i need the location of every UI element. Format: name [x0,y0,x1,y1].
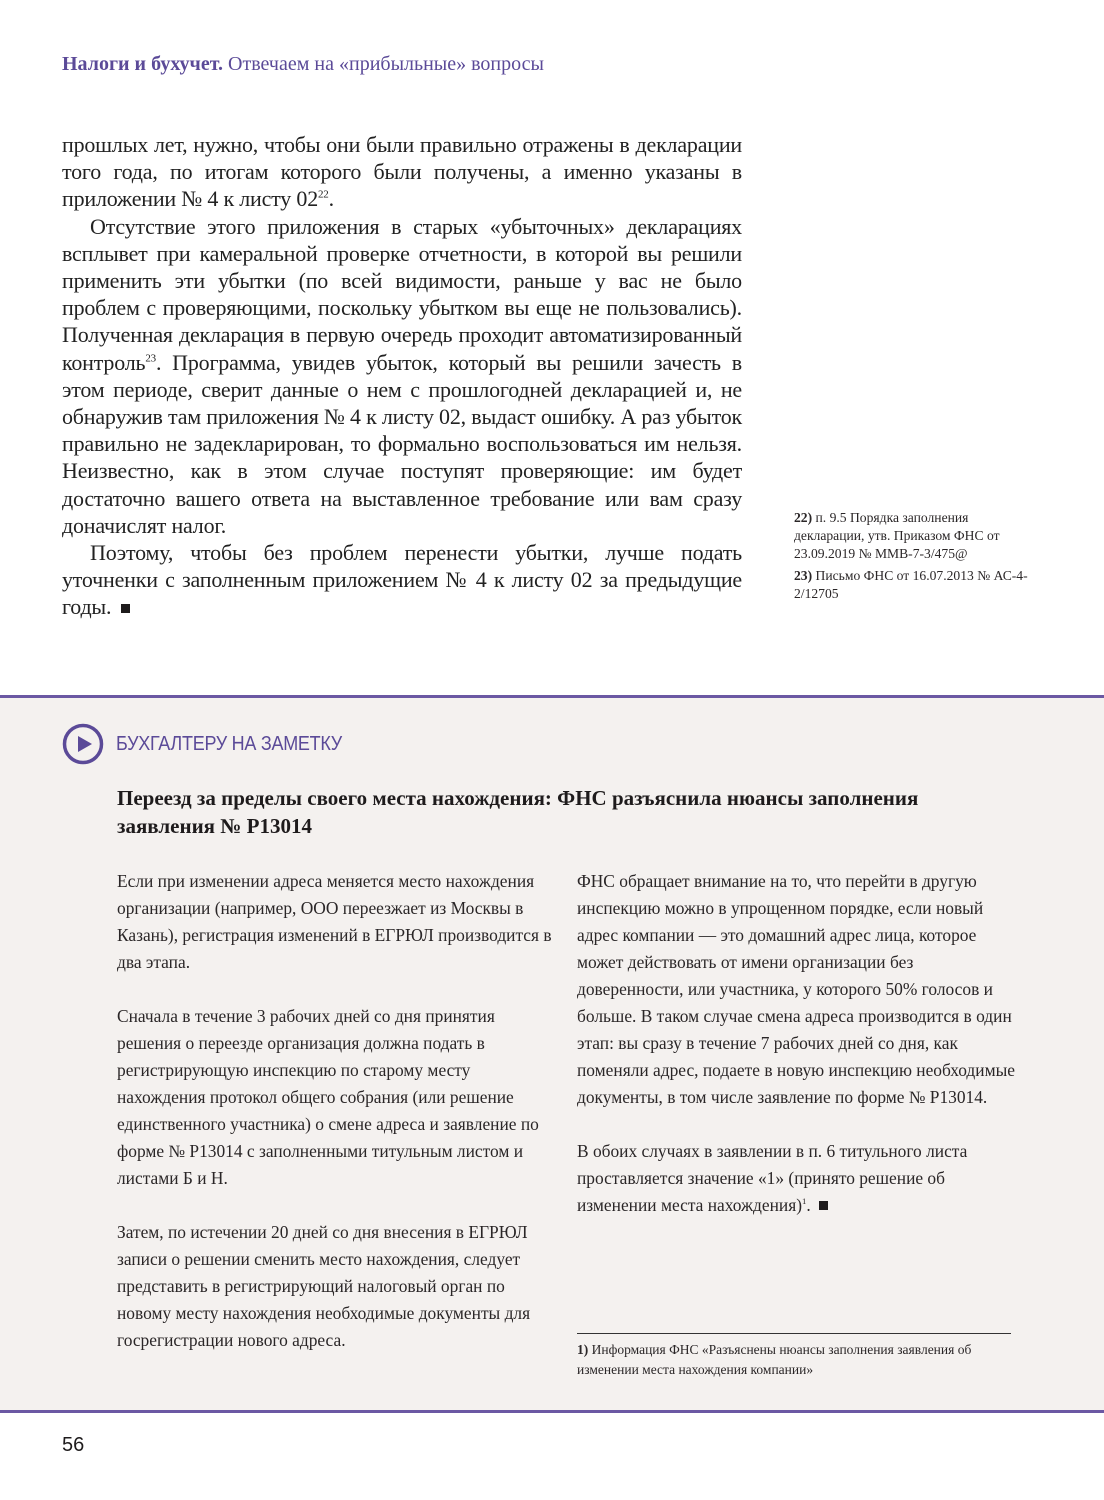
running-head-title: Отвечаем на «прибыльные» вопросы [228,53,544,75]
accountant-note-box [0,695,1104,1413]
box-header [62,723,367,765]
paragraph: Если при изменении адреса меняется место нахождения организации (например, ООО переезжает из Москвы в Казань), регистрация изменений в ЕГРЮЛ производится в два этапа. [117,871,552,972]
box-left-column [117,868,557,1381]
running-head [62,53,544,76]
box-title: Переезд за пределы своего места нахождения: ФНС разъяснила нюансы заполнения заявления № Р13014 [117,786,919,838]
running-head-section: Налоги и бухучет. [62,53,224,75]
paragraph: ФНС обращает внимание на то, что перейти в другую инспекцию можно в упрощенном порядке, если новый адрес компании — это домашний адрес лица, которое может действовать от имени организации без доверенности, или участника, у которого 50% голосов и больше. В таком случае смена адреса производится в один этап: вы сразу в течение 7 рабочих дней со дня, как поменяли адрес, подаете в новую инспекцию необходимые документы, в том числе заявление по форме № Р13014. [577,871,1015,1107]
paragraph: В обоих случаях в заявлении в п. 6 титульного листа проставляется значение «1» (принято решение об изменении места нахождения)$^1$. [577,1141,968,1215]
paragraph: Сначала в течение 3 рабочих дней со дня принятия решения о переезде организация должна подать в регистрирующую инспекцию по старому месту нахождения протокол общего собрания (или решение единственного участника) о смене адреса и заявление по форме № Р13014 с заполненными титульным листом и листами Б и Н. [117,1006,539,1188]
box-footnote: 1) Информация ФНС «Разъяснены нюансы заполнения заявления об изменении места нахождения компании» [577,1342,972,1377]
box-right-column [577,868,1017,1246]
play-circle-icon [62,723,104,765]
box-label: БУХГАЛТЕРУ НА ЗАМЕТКУ [116,732,342,755]
footnote-ref-1[interactable]: 1 [802,1196,807,1207]
page-number: 56 [62,1434,85,1456]
side-notes [794,509,1034,607]
paragraph: прошлых лет, нужно, чтобы они были правильно отражены в декларации того года, по итогам которого были получены, а именно указаны в приложении № 4 к листу $02^{22}$. [62,132,742,212]
footnote-ref-23[interactable]: 23 [145,352,156,365]
article-body [62,131,742,621]
side-note-22: 22) п. 9.5 Порядка заполнения декларации, утв. Приказом ФНС от 23.09.2019 № ММВ-7-3/475@ [794,510,1000,561]
end-mark-icon [121,604,130,613]
footnote-ref-22[interactable]: 22 [318,189,329,202]
paragraph: Поэтому, чтобы без проблем перенести убытки, лучше подать уточненки с заполненным приложением № 4 к листу 02 за предыдущие годы. [62,540,742,620]
paragraph: Затем, по истечении 20 дней со дня внесения в ЕГРЮЛ записи о решении сменить место нахождения, следует представить в регистрирующий налоговый орган по новому месту нахождения необходимые документы для госрегистрации нового адреса. [117,1222,531,1350]
side-note-23: 23) Письмо ФНС от 16.07.2013 № АС-4-2/12705 [794,568,1028,601]
end-mark-icon [819,1201,828,1210]
footnote-divider [577,1333,1011,1334]
paragraph: Отсутствие этого приложения в старых «убыточных» декларациях всплывет при камеральной проверке отчетности, в которой вы решили применить эти убытки (по всей видимости, раньше у вас не было проблем с проверяющими, поскольку убытком вы еще не пользовались). Полученная декларация в первую очередь проходит автоматизированный контроль$^{23}$. Программа, увидев убыток, который вы решили зачесть в этом периоде, сверит данные о нем с прошлогодней декларацией и, не обнаружив там приложения № 4 к листу 02, выдаст ошибку. А раз убыток правильно не задекларирован, то формально воспользоваться им нельзя. Неизвестно, как в этом случае поступят проверяющие: им будет достаточно вашего ответа на выставленное требование или вам сразу доначислят налог. [62,213,742,538]
